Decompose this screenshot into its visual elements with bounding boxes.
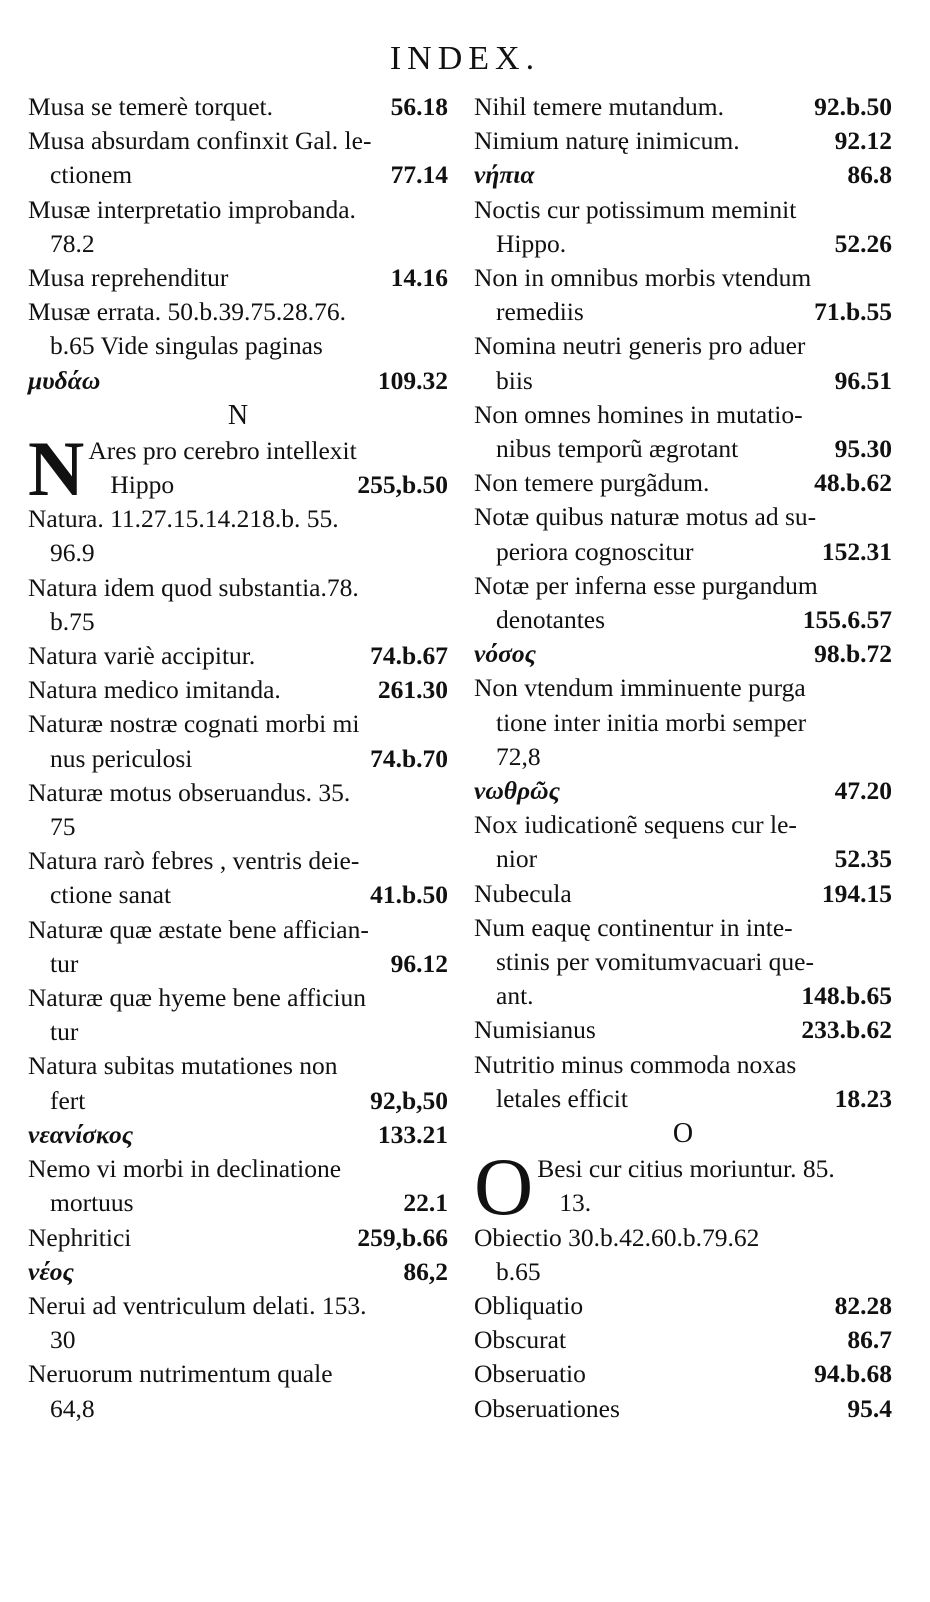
page-reference: 82.28 (834, 1290, 892, 1320)
entry-continuation-line (28, 1323, 448, 1357)
page-reference: 86,2 (403, 1256, 448, 1286)
entry-line (28, 261, 448, 295)
entry-continuation-line (474, 603, 892, 637)
page-reference: 155.6.57 (802, 605, 892, 635)
entry-line (28, 124, 448, 158)
index-entry (28, 1289, 448, 1357)
greek-term: νόσος (474, 639, 536, 669)
index-entry (474, 808, 892, 876)
page-reference: 96.51 (834, 365, 892, 395)
entry-line (28, 1049, 448, 1083)
index-entry (474, 1392, 892, 1426)
page-reference: 92,b,50 (370, 1085, 448, 1115)
index-entry (28, 364, 448, 398)
entry-line (474, 671, 892, 705)
page-reference: 52.26 (834, 228, 892, 258)
dropcap-initial: N (28, 424, 85, 512)
entry-term: biis (496, 365, 533, 395)
page-title: INDEX. (389, 40, 541, 77)
entry-line (28, 571, 448, 605)
dropcap-text (537, 1152, 892, 1220)
index-entry (474, 261, 892, 329)
dropcap-text (88, 434, 448, 502)
entry-term: periora cognoscitur (496, 536, 694, 566)
index-entry (28, 193, 448, 261)
entry-term: Naturæ quæ hyeme bene afficiun (28, 983, 367, 1013)
entry-line (474, 1357, 892, 1391)
entry-term: Natura idem quod substantia.78. (28, 572, 359, 602)
entry-line (28, 776, 448, 810)
greek-term: μυδάω (28, 365, 101, 395)
entry-line (474, 158, 892, 192)
entry-term: 96.9 (50, 538, 95, 568)
entry-line (474, 500, 892, 534)
entry-term: 78.2 (50, 228, 95, 258)
index-entry (474, 877, 892, 911)
page-reference: 56.18 (390, 92, 448, 121)
entry-term: Nemo vi morbi in declinatione (28, 1154, 342, 1184)
entry-line (474, 1221, 892, 1255)
entry-term: ctione sanat (50, 880, 172, 910)
page-reference: 71.b.55 (814, 297, 892, 327)
entry-line (28, 1255, 448, 1289)
index-entry (28, 673, 448, 707)
dropcap-initial: O (474, 1141, 534, 1233)
entry-term: Non in omnibus morbis vtendum (474, 263, 812, 293)
dropcap-entry (474, 1141, 892, 1233)
entry-term: Naturæ motus obseruandus. 35. (28, 777, 351, 807)
entry-continuation-line (28, 742, 448, 776)
entry-term: Nutritio minus commoda noxas (474, 1049, 797, 1079)
greek-term: νήπια (474, 160, 535, 190)
entry-continuation-line (474, 535, 892, 569)
entry-term: letales efficit (496, 1083, 628, 1113)
entry-line (28, 707, 448, 741)
section-letter-heading: N (227, 399, 249, 431)
entry-term: stinis per vomitumvacuari que- (496, 947, 814, 977)
entry-line (474, 90, 892, 124)
entry-line (474, 261, 892, 295)
page-reference: 255,b.50 (357, 470, 448, 500)
entry-term: ant. (496, 981, 534, 1011)
index-entry (28, 1221, 448, 1255)
index-entry (474, 1289, 892, 1323)
entry-term: Musæ interpretatio improbanda. (28, 194, 356, 224)
entry-term: Nimium naturę inimicum. (474, 126, 740, 156)
left-column (28, 90, 448, 1426)
entry-line (474, 911, 892, 945)
index-entry (474, 158, 892, 192)
entry-term: Hippo (110, 470, 175, 500)
index-entry (474, 569, 892, 637)
entry-line (28, 1221, 448, 1255)
entry-term: Nomina neutri generis pro aduer (474, 331, 806, 361)
index-entry (474, 774, 892, 808)
entry-term: Non temere purgãdum. (474, 468, 710, 498)
page-reference: 109.32 (377, 365, 448, 395)
index-entry (474, 1048, 892, 1116)
page-reference: 92.b.50 (814, 92, 892, 121)
entry-term: Nerui ad ventriculum delati. 153. (28, 1290, 367, 1320)
entry-term: Noctis cur potissimum meminit (474, 194, 797, 224)
page-reference: 14.16 (390, 263, 448, 293)
page-reference: 92.12 (834, 126, 892, 156)
entry-continuation-line (474, 364, 892, 398)
index-entry (474, 1013, 892, 1047)
entry-term: 72,8 (496, 741, 541, 771)
entry-line (28, 502, 448, 536)
entry-term: mortuus (50, 1188, 134, 1218)
entry-line (88, 434, 448, 468)
entry-line (28, 193, 448, 227)
entry-line (474, 637, 892, 671)
entry-term: Naturæ nostræ cognati morbi mi (28, 709, 360, 739)
entry-line (28, 673, 448, 707)
index-entry (28, 1049, 448, 1117)
index-entry (28, 1152, 448, 1220)
index-entry (474, 1357, 892, 1391)
page-reference: 152.31 (821, 536, 892, 566)
index-entry (28, 639, 448, 673)
entry-term: Nox iudicationẽ sequens cur le- (474, 810, 797, 840)
entry-continuation-line (28, 536, 448, 570)
index-entry (474, 90, 892, 124)
index-entry (474, 911, 892, 1014)
entry-continuation-line (474, 432, 892, 466)
entry-term: Besi cur citius moriuntur. 85. (537, 1154, 835, 1184)
page-reference: 233.b.62 (801, 1015, 892, 1045)
index-entry (28, 707, 448, 775)
page-reference: 94.b.68 (814, 1359, 892, 1389)
index-entry (474, 398, 892, 466)
entry-continuation-line (474, 706, 892, 740)
index-entry (474, 500, 892, 568)
entry-term: Neruorum nutrimentum quale (28, 1359, 333, 1389)
entry-term: remediis (496, 297, 584, 327)
index-entry (28, 776, 448, 844)
entry-term: Obliquatio (474, 1290, 584, 1320)
entry-term: tur (50, 1017, 79, 1047)
entry-term: Ares pro cerebro intellexit (88, 435, 357, 465)
entry-continuation-line (28, 227, 448, 261)
page-reference: 86.7 (847, 1325, 892, 1355)
entry-line (28, 1118, 448, 1152)
entry-line (474, 1289, 892, 1323)
entry-term: Numisianus (474, 1015, 596, 1045)
entry-term: 30 (50, 1325, 76, 1355)
entry-line (474, 1323, 892, 1357)
index-entry (474, 124, 892, 158)
entry-continuation-line (474, 1082, 892, 1116)
entry-term: Musæ errata. 50.b.39.75.28.76. (28, 297, 347, 327)
entry-line (28, 295, 448, 329)
page-reference: 74.b.67 (370, 641, 448, 671)
entry-term: Obseruatio (474, 1359, 586, 1389)
entry-continuation-line (28, 947, 448, 981)
entry-term: Notæ quibus naturæ motus ad su- (474, 502, 817, 532)
entry-continuation-line (28, 1084, 448, 1118)
page-reference: 133.21 (377, 1119, 448, 1149)
index-entry (28, 295, 448, 363)
entry-line (28, 639, 448, 673)
entry-line (28, 1357, 448, 1391)
entry-continuation-line (28, 1392, 448, 1426)
entry-term: denotantes (496, 605, 606, 635)
entry-term: tur (50, 948, 79, 978)
page-reference: 86.8 (847, 160, 892, 190)
entry-continuation-line (28, 158, 448, 192)
entry-term: Natura medico imitanda. (28, 675, 281, 705)
entry-line (474, 569, 892, 603)
entry-term: Natura variè accipitur. (28, 641, 256, 671)
index-entry (474, 193, 892, 261)
entry-line (28, 1289, 448, 1323)
entry-term: Hippo. (496, 228, 567, 258)
entry-term: Natura subitas mutationes non (28, 1051, 338, 1081)
entry-term: Obseruationes (474, 1393, 620, 1423)
entry-term: Non vtendum imminuente purga (474, 673, 806, 703)
entry-continuation-line (474, 295, 892, 329)
entry-line (474, 774, 892, 808)
entry-line (474, 1013, 892, 1047)
entry-continuation-line (474, 842, 892, 876)
entry-term: b.75 (50, 606, 95, 636)
entry-line (28, 844, 448, 878)
index-entry (474, 671, 892, 774)
entry-term: fert (50, 1085, 86, 1115)
index-entry (28, 1255, 448, 1289)
page-reference: 77.14 (390, 160, 448, 190)
entry-term: Nephritici (28, 1222, 132, 1252)
entry-continuation-line (474, 740, 892, 774)
entry-line (474, 877, 892, 911)
entry-line (474, 808, 892, 842)
entry-term: Notæ per inferna esse purgandum (474, 570, 818, 600)
entry-term: 13. (559, 1188, 592, 1218)
entry-term: Musa se temerè torquet. (28, 92, 274, 121)
index-entry (474, 466, 892, 500)
page-reference: 47.20 (834, 776, 892, 806)
greek-term: νωθρῶς (474, 776, 560, 806)
right-column (474, 90, 892, 1426)
entry-term: Non omnes homines in mutatio- (474, 399, 803, 429)
index-entry (474, 1221, 892, 1289)
entry-term: Nubecula (474, 878, 572, 908)
entry-continuation-line (474, 227, 892, 261)
entry-line (474, 329, 892, 363)
page-reference: 96.12 (390, 948, 448, 978)
entry-continuation-line (537, 1186, 892, 1220)
entry-line (28, 913, 448, 947)
entry-term: Musa reprehenditur (28, 263, 229, 293)
entry-term: nior (496, 844, 538, 874)
entry-line (474, 1048, 892, 1082)
page-reference: 18.23 (834, 1083, 892, 1113)
page-reference: 194.15 (821, 878, 892, 908)
page-reference: 148.b.65 (801, 981, 892, 1011)
entry-line (28, 364, 448, 398)
entry-term: nus periculosi (50, 743, 193, 773)
entry-line (474, 466, 892, 500)
entry-continuation-line (28, 810, 448, 844)
index-entry (474, 329, 892, 397)
entry-term: b.65 (496, 1256, 541, 1286)
entry-term: ctionem (50, 160, 133, 190)
entry-line (474, 1392, 892, 1426)
page-reference: 95.30 (834, 434, 892, 464)
index-entry (28, 124, 448, 192)
entry-line (28, 981, 448, 1015)
entry-continuation-line (474, 979, 892, 1013)
dropcap-entry (28, 424, 448, 512)
entry-term: Obiectio 30.b.42.60.b.79.62 (474, 1222, 760, 1252)
entry-term: b.65 Vide singulas paginas (50, 331, 323, 361)
index-entry (28, 913, 448, 981)
entry-line (537, 1152, 892, 1186)
greek-term: νέος (28, 1256, 74, 1286)
entry-term: Natura rarò febres , ventris deie- (28, 846, 360, 876)
entry-continuation-line (474, 945, 892, 979)
entry-line (474, 193, 892, 227)
index-entry (28, 1357, 448, 1425)
entry-continuation-line (474, 1255, 892, 1289)
entry-continuation-line (28, 1015, 448, 1049)
entry-term: Musa absurdam confinxit Gal. le- (28, 126, 372, 156)
index-entry (28, 844, 448, 912)
page-reference: 74.b.70 (370, 743, 448, 773)
index-entry (474, 637, 892, 671)
index-entry (28, 502, 448, 570)
index-entry (28, 981, 448, 1049)
page-reference: 22.1 (403, 1188, 448, 1218)
entry-term: Naturæ quæ æstate bene affician- (28, 914, 369, 944)
entry-line (28, 90, 448, 124)
entry-term: Nihil temere mutandum. (474, 92, 724, 121)
entry-term: 64,8 (50, 1393, 95, 1423)
entry-term: 75 (50, 812, 76, 842)
page-reference: 52.35 (834, 844, 892, 874)
entry-continuation-line (28, 605, 448, 639)
entry-continuation-line (28, 878, 448, 912)
page-reference: 261.30 (377, 675, 448, 705)
page-reference: 259,b.66 (357, 1222, 448, 1252)
entry-line (28, 1152, 448, 1186)
entry-term: Natura. 11.27.15.14.218.b. 55. (28, 504, 339, 534)
entry-term: tione inter initia morbi semper (496, 707, 807, 737)
greek-term: νεανίσκος (28, 1119, 134, 1149)
entry-continuation-line (88, 468, 448, 502)
entry-line (474, 124, 892, 158)
entry-continuation-line (28, 1186, 448, 1220)
section-letter-heading: O (672, 1118, 694, 1150)
entry-term: Num eaquę continentur in inte- (474, 912, 793, 942)
index-entry (28, 90, 448, 124)
page-reference: 98.b.72 (814, 639, 892, 669)
index-entry (28, 1118, 448, 1152)
page-reference: 48.b.62 (814, 468, 892, 498)
entry-term: nibus temporũ ægrotant (496, 434, 739, 464)
entry-line (474, 398, 892, 432)
index-entry (28, 261, 448, 295)
index-entry (474, 1323, 892, 1357)
page-reference: 95.4 (847, 1393, 892, 1423)
entry-term: Obscurat (474, 1325, 567, 1355)
entry-continuation-line (28, 329, 448, 363)
index-entry (28, 571, 448, 639)
page-reference: 41.b.50 (370, 880, 448, 910)
